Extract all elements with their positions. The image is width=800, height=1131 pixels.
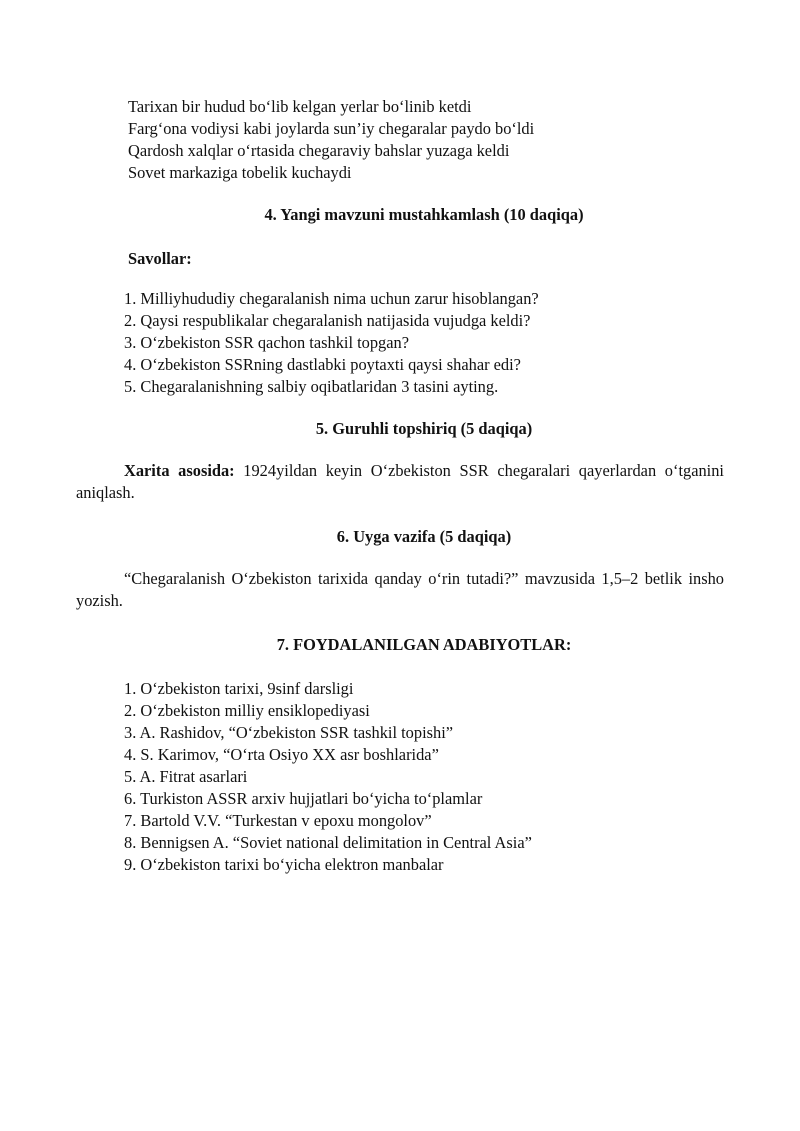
- list-item: 5. A. Fitrat asarlari: [124, 767, 248, 786]
- list-item: 4. S. Karimov, “O‘rta Osiyo XX asr boshlarida”: [124, 745, 439, 764]
- list-item: 6. Turkiston ASSR arxiv hujjatlari bo‘yicha to‘plamlar: [124, 789, 483, 808]
- list-item: 3. O‘zbekiston SSR qachon tashkil topgan?: [124, 333, 409, 352]
- list-item: 1. O‘zbekiston tarixi, 9sinf darsligi: [124, 679, 354, 698]
- list-item: Sovet markaziga tobelik kuchaydi: [128, 163, 352, 182]
- consequences-list: [76, 96, 724, 184]
- list-item: 2. Qaysi respublikalar chegaralanish natijasida vujudga keldi?: [124, 311, 531, 330]
- list-item: 1. Milliyhududiy chegaralanish nima uchun zarur hisoblangan?: [124, 289, 539, 308]
- list-item: 9. O‘zbekiston tarixi bo‘yicha elektron manbalar: [124, 855, 444, 874]
- homework-paragraph: “Chegaralanish O‘zbekiston tarixida qanday o‘rin tutadi?” mavzusida 1,5–2 betlik insho yozish.: [76, 569, 724, 610]
- list-item: 7. Bartold V.V. “Turkestan v epoxu mongolov”: [124, 811, 432, 830]
- section-7-heading: 7. FOYDALANILGAN ADABIYOTLAR:: [276, 635, 572, 654]
- references-list: [76, 678, 724, 876]
- list-item: 2. O‘zbekiston milliy ensiklopediyasi: [124, 701, 370, 720]
- group-task-lead: Xarita asosida:: [124, 461, 235, 480]
- list-item: 8. Bennigsen A. “Soviet national delimitation in Central Asia”: [124, 833, 532, 852]
- section-6-heading: 6. Uyga vazifa (5 daqiqa): [336, 527, 512, 546]
- list-item: Qardosh xalqlar o‘rtasida chegaraviy bahslar yuzaga keldi: [128, 141, 510, 160]
- document-page: [76, 96, 724, 876]
- list-item: 4. O‘zbekiston SSRning dastlabki poytaxti qaysi shahar edi?: [124, 355, 521, 374]
- questions-label: Savollar:: [128, 249, 192, 268]
- list-item: Tarixan bir hudud bo‘lib kelgan yerlar bo‘linib ketdi: [128, 97, 472, 116]
- list-item: Farg‘ona vodiysi kabi joylarda sun’iy chegaralar paydo bo‘ldi: [128, 119, 535, 138]
- section-5-heading: 5. Guruhli topshiriq (5 daqiqa): [315, 419, 533, 438]
- group-task-text: 1924yildan keyin O‘zbekiston SSR chegaralari qayerlardan o‘tganini aniqlash.: [76, 461, 724, 502]
- list-item: 3. A. Rashidov, “O‘zbekiston SSR tashkil topishi”: [124, 723, 454, 742]
- section-4-heading: 4. Yangi mavzuni mustahkamlash (10 daqiqa): [264, 205, 584, 224]
- list-item: 5. Chegaralanishning salbiy oqibatlaridan 3 tasini ayting.: [124, 377, 499, 396]
- questions-list: [76, 288, 724, 398]
- group-task-paragraph: [76, 460, 724, 504]
